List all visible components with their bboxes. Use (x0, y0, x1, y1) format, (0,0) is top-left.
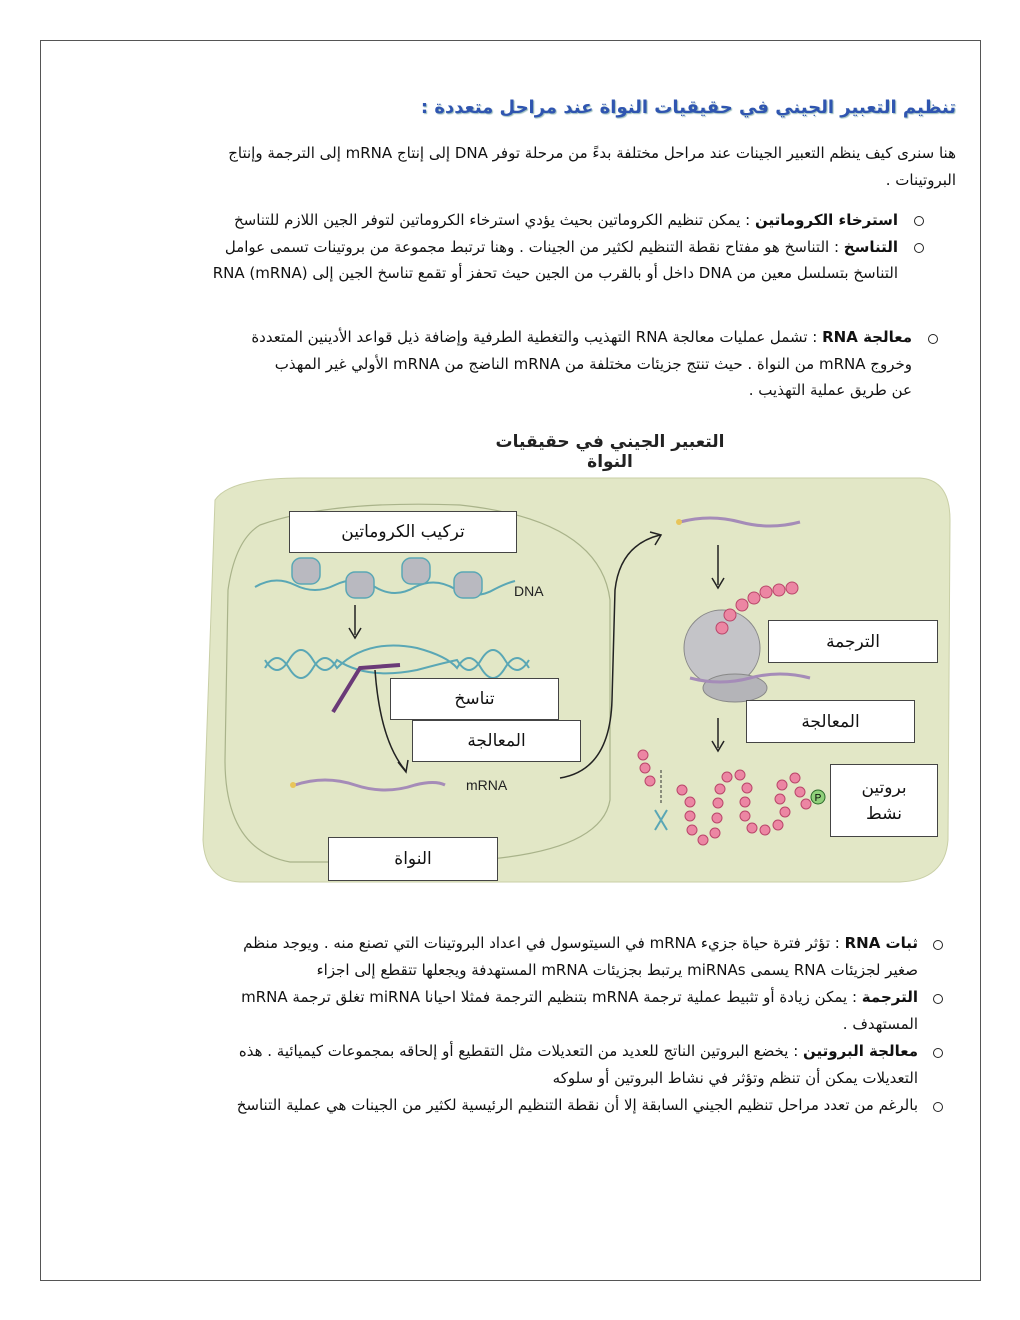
label-active-protein (830, 764, 938, 837)
intro-line: البروتينات . (885, 171, 956, 189)
bullet-text: : يمكن تنظيم الكروماتين بحيث يؤدي استرخاء الكروماتين لتوفر الجين اللازم للتناسخ (233, 211, 755, 229)
bullet-text: صغير لجزيئات RNA يسمى miRNAs يرتبط بجزيئات mRNA المستهدفة ويجعلها تتقطع إلى اجزاء (316, 961, 918, 979)
bullet-icon (933, 1048, 943, 1058)
bullet-text: : يمكن زيادة أو تثبيط عملية ترجمة mRNA بتنظيم الترجمة فمثلا احيانا miRNA تغلق ترجمة mRNA (241, 988, 862, 1006)
phosphate-label: P (814, 793, 822, 804)
page-title: تنظيم التعبير الجيني في حقيقيات النواة عند مراحل متعددة : (420, 97, 956, 118)
diagram-title: التعبير الجيني في حقيقيات النواة (495, 432, 725, 472)
mrna-label: mRNA (466, 777, 508, 793)
bullet-text: : التناسخ هو مفتاح نقطة التنظيم لكثير من الجينات . وهنا ترتبط مجموعة من بروتينات تسمى عوامل (224, 238, 844, 256)
label-nucleus: النواة (328, 837, 498, 881)
bullet-text: : يخضع البروتين الناتج للعديد من التعديلات مثل التقطيع أو إلحاقه بمجموعات كيميائية . هذه (238, 1042, 804, 1060)
bullet-term: استرخاء الكروماتين (754, 211, 898, 229)
ribosome (684, 610, 760, 686)
bullet-term: التناسخ (843, 238, 898, 256)
label-processing-protein: المعالجة (746, 700, 915, 743)
bullet-text: التعديلات يمكن أن تنظم وتؤثر في نشاط البروتين أو سلوكه (552, 1069, 918, 1087)
bullet-term: ثبات RNA (844, 934, 918, 952)
bullet-text: : تشمل عمليات معالجة RNA التهذيب والتغطية الطرفية وإضافة ذيل قواعد الأدينين المتعددة (251, 328, 823, 346)
bullet-term: معالجة RNA (822, 328, 912, 346)
label-line: نشط (865, 803, 903, 824)
bullet-term: معالجة البروتين (803, 1042, 918, 1060)
intro-line: هنا سنرى كيف ينظم التعبير الجينات عند مراحل مختلفة بدءً من مرحلة توفر DNA إلى إنتاج mRNA إلى الترجمة وإنتاج (228, 144, 956, 162)
bullet-protein-processing (239, 1041, 918, 1061)
label-transcription: تناسخ (390, 678, 559, 720)
bullet-icon (933, 1102, 943, 1112)
bullet-text: التناسخ بتسلسل معين من DNA داخل أو بالقرب من الجين حيث تحفز أو تقمع تناسخ الجين إلى RNA (mRNA) (212, 264, 898, 282)
bullet-translation (241, 987, 918, 1007)
bullet-conclusion: بالرغم من تعدد مراحل تنظيم الجيني السابقة إلا أن نقطة التنظيم الرئيسية لكثير من الجينات هي عملية التناسخ (236, 1096, 918, 1114)
label-processing-nucleus: المعالجة (412, 720, 581, 762)
dna-label: DNA (514, 583, 544, 599)
bullet-text: المستهدف . (842, 1015, 918, 1033)
bullet-rna-stability (243, 933, 918, 953)
bullet-text: عن طريق عملية التهذيب . (748, 381, 912, 399)
label-translation: الترجمة (768, 620, 938, 663)
label-line: بروتين (861, 777, 907, 798)
label-chromatin: تركيب الكروماتين (289, 511, 517, 553)
bullet-term: الترجمة (861, 988, 918, 1006)
bullet-text: وخروج mRNA من النواة . حيث تنتج جزيئات مختلفة من mRNA الناضج من mRNA الأولي غير المهذب (274, 355, 912, 373)
bullet-text: : تؤثر فترة حياة جزيء mRNA في السيتوسول في اعداد البروتينات التي تصنع منه . ويوجد منظم (243, 934, 845, 952)
bullet-icon (933, 994, 943, 1004)
bullet-icon (933, 940, 943, 950)
